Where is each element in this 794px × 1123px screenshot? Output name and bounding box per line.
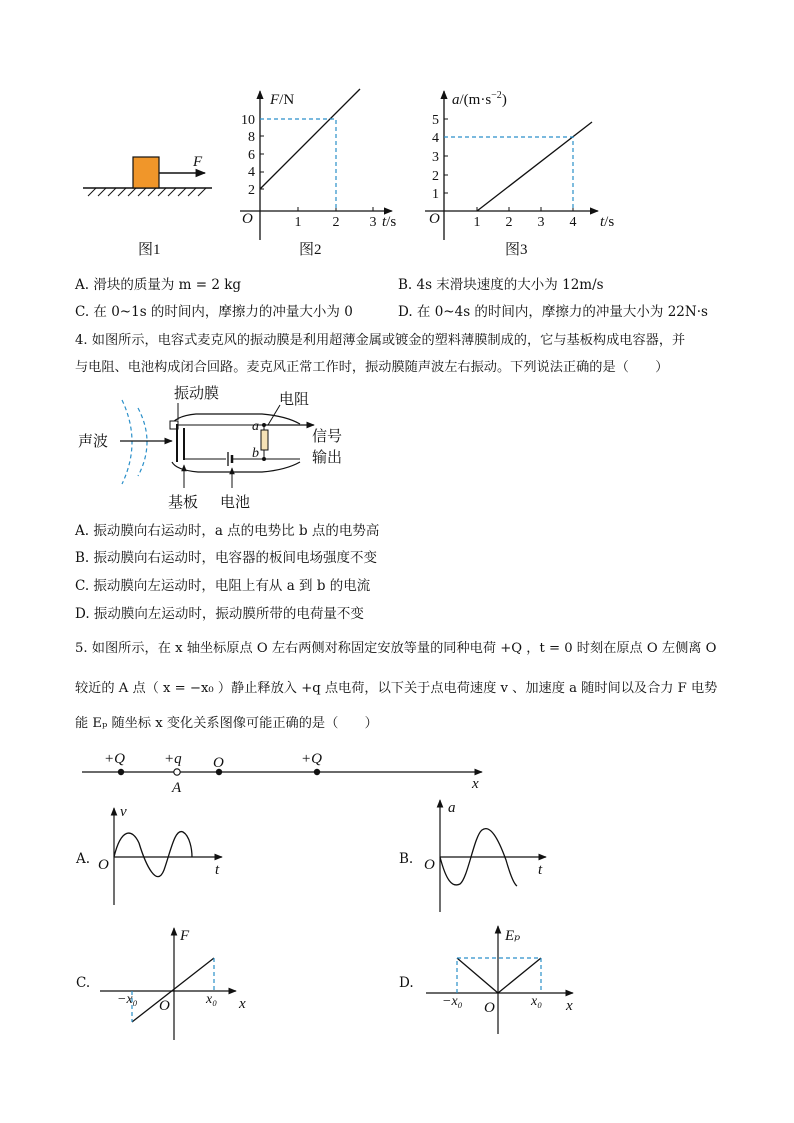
svg-text:电池: 电池: [220, 495, 251, 511]
svg-text:4: 4: [569, 215, 577, 230]
graph-d-option-label: D.: [399, 975, 414, 991]
svg-text:F: F: [193, 154, 203, 170]
svg-text:x₀: x₀: [531, 994, 543, 1009]
svg-text:−x₀: −x₀: [442, 994, 463, 1009]
svg-text:+Q: +Q: [301, 751, 322, 767]
q3-option-d: D. 在 0~4s 的时间内，摩擦力的冲量大小为 22N·s: [398, 304, 708, 320]
svg-text:3: 3: [537, 215, 545, 230]
svg-text:O: O: [213, 755, 224, 771]
svg-text:振动膜: 振动膜: [174, 386, 220, 402]
graph-d-potential-energy: [426, 926, 573, 1034]
charge-axis-figure: [82, 751, 482, 796]
figure-3-accel-time: [425, 90, 614, 258]
svg-text:1: 1: [294, 215, 302, 230]
figure-2-force-time: [240, 89, 396, 258]
q3-option-b: B. 4s 末滑块速度的大小为 12m/s: [398, 277, 604, 293]
svg-text:O: O: [159, 998, 170, 1014]
q5-stem-line2: 较近的 A 点（ x = −x₀ ）静止释放入 +q 点电荷，以下关于点电荷速度 v 、加速度 a 随时间以及合力 F 电势: [75, 681, 718, 696]
q5-stem-line3: 能 Eₚ 随坐标 x 变化关系图像可能正确的是（ ）: [75, 716, 378, 731]
graph-b-acceleration: [424, 800, 546, 912]
graph-c-option-label: C.: [76, 975, 91, 991]
q3-option-c: C. 在 0~1s 的时间内，摩擦力的冲量大小为 0: [75, 304, 353, 320]
svg-text:a: a: [252, 419, 259, 434]
resistor: [261, 430, 268, 450]
svg-text:4: 4: [248, 165, 255, 180]
graph-a-velocity: [98, 804, 222, 905]
svg-text:Eₚ: Eₚ: [505, 928, 521, 944]
svg-text:输出: 输出: [312, 450, 343, 466]
svg-text:−x₀: −x₀: [117, 992, 138, 1007]
svg-text:t/s: t/s: [600, 214, 615, 230]
svg-text:基板: 基板: [168, 495, 199, 511]
q4-stem-line2: 与电阻、电池构成闭合回路。麦克风正常工作时，振动膜随声波左右振动。下列说法正确的是（ ）: [75, 360, 669, 375]
svg-text:v: v: [120, 804, 127, 820]
svg-text:t/s: t/s: [382, 214, 397, 230]
svg-text:图2: 图2: [299, 242, 322, 258]
q4-option-d: D. 振动膜向左运动时，振动膜所带的电荷量不变: [75, 606, 364, 622]
q4-option-c: C. 振动膜向左运动时，电阻上有从 a 到 b 的电流: [75, 578, 371, 594]
svg-text:O: O: [429, 211, 440, 227]
svg-text:图3: 图3: [505, 242, 528, 258]
svg-text:2: 2: [432, 169, 439, 184]
figure-1: [83, 154, 212, 258]
q4-option-b: B. 振动膜向右运动时，电容器的板间电场强度不变: [75, 550, 378, 566]
svg-text:2: 2: [505, 215, 513, 230]
svg-text:O: O: [424, 857, 435, 873]
svg-text:1: 1: [432, 187, 439, 202]
svg-text:2: 2: [248, 183, 255, 198]
svg-text:a: a: [448, 800, 456, 816]
svg-text:2: 2: [332, 215, 340, 230]
svg-text:声波: 声波: [78, 434, 109, 450]
slider-block: [133, 157, 159, 188]
svg-text:电阻: 电阻: [279, 392, 310, 408]
svg-text:t: t: [538, 862, 543, 878]
svg-text:x: x: [472, 776, 479, 792]
svg-text:+Q: +Q: [104, 751, 125, 767]
svg-text:1: 1: [473, 215, 481, 230]
svg-text:F/N: F/N: [270, 92, 295, 108]
svg-text:5: 5: [432, 113, 439, 128]
svg-text:+q: +q: [164, 751, 182, 767]
graph-c-force: [100, 928, 246, 1040]
svg-text:t: t: [215, 862, 220, 878]
svg-text:O: O: [242, 211, 253, 227]
graph-b-option-label: B.: [399, 851, 414, 867]
accel-line: [477, 122, 592, 211]
svg-text:8: 8: [248, 130, 255, 145]
microphone-diagram: [78, 384, 342, 511]
svg-text:x₀: x₀: [206, 992, 218, 1007]
svg-text:3: 3: [432, 150, 439, 165]
svg-text:b: b: [252, 446, 259, 461]
svg-text:a/(m·s−2): $a/(m\cdot s^{-2})$: [452, 90, 507, 108]
q4-option-a: A. 振动膜向右运动时，a 点的电势比 b 点的电势高: [75, 523, 380, 539]
q5-stem-line1: 5. 如图所示，在 x 轴坐标原点 O 左右两侧对称固定安放等量的同种电荷 +Q ，t = 0 时刻在原点 O 左侧离 O: [75, 641, 717, 656]
svg-text:x: x: [239, 996, 246, 1012]
svg-text:A: A: [172, 780, 182, 796]
svg-text:O: O: [484, 1000, 495, 1016]
svg-text:信号: 信号: [312, 429, 343, 445]
q4-stem-line1: 4. 如图所示，电容式麦克风的振动膜是利用超薄金属或镀金的塑料薄膜制成的，它与基板构成电容器，并: [75, 333, 686, 348]
svg-text:3: 3: [369, 215, 377, 230]
svg-text:O: O: [98, 857, 109, 873]
svg-text:10: 10: [241, 113, 255, 128]
svg-text:图1: 图1: [138, 242, 161, 258]
svg-text:x: x: [566, 998, 573, 1014]
graph-a-option-label: A.: [76, 851, 91, 867]
svg-text:6: 6: [248, 148, 255, 163]
svg-text:4: 4: [432, 131, 439, 146]
q3-option-a: A. 滑块的质量为 m = 2 kg: [75, 277, 242, 293]
svg-text:F: F: [180, 928, 190, 944]
